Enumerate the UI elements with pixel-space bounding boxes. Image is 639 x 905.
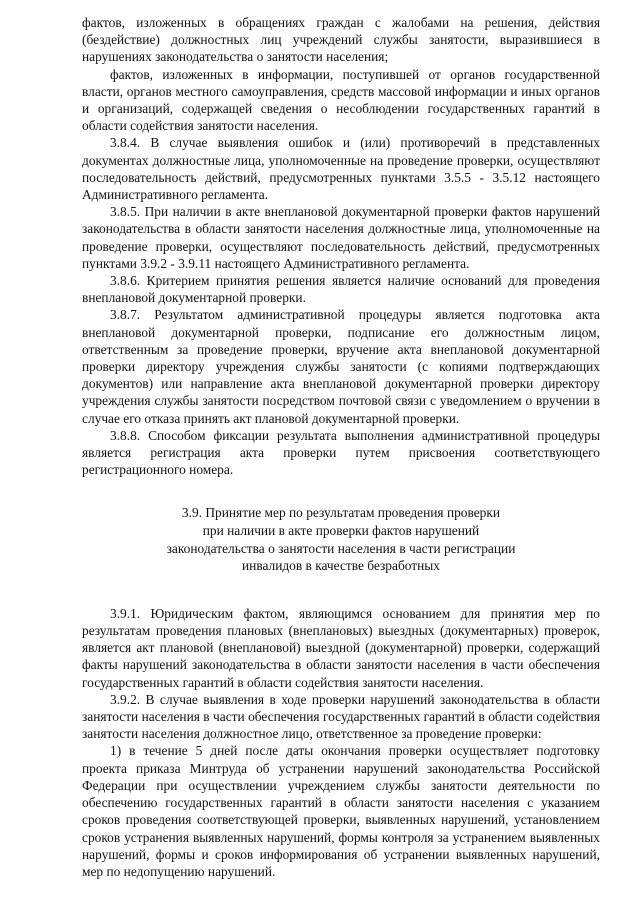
section-heading-line: при наличии в акте проверки фактов нарушений [202,523,480,539]
paragraph-3-9-2: 3.9.2. В случае выявления в ходе проверки нарушений законодательства в области занятости населения в части обеспечения государственных гарантий в области содействия занятости населения должностное лицо, ответственное за проведение проверки: [82,691,600,742]
section-heading-3-9 [82,504,600,574]
document-page [82,14,600,880]
paragraph-3-8-6: 3.8.6. Критерием принятия решения является наличие оснований для проведения внеплановой документарной проверки. [82,273,600,306]
paragraph-information: фактов, изложенных в информации, поступившей от органов государственной власти, органов местного самоуправления, средств массовой информации и иных органов и организаций, содержащей сведения о несоблюдении государственных гарантий в области содействия занятости населения. [82,66,600,134]
paragraph-3-8-7: 3.8.7. Результатом административной процедуры является подготовка акта внеплановой документарной проверки, подписание его должностным лицом, ответственным за проведение проверки, вручение акта внеплановой документарной проверки директору учреждения службы занятости (с копиями подтверждающих документов) или направление акта внеплановой документарной проверки директору учреждения службы занятости посредством почтовой связи с уведомлением о вручении в случае его отказа принять акт плановой документарной проверки. [82,307,600,426]
paragraph-3-9-1: 3.9.1. Юридическим фактом, являющимся основанием для принятия мер по результатам проведения плановых (внеплановых) выездных (документарных) проверок, является акт плановой (внеплановой) выездной (документарной) проверки, содержащий факты нарушений законодательства в области занятости населения в части обеспечения государственных гарантий в области содействия занятости населения. [82,605,600,690]
paragraph-3-8-5: 3.8.5. При наличии в акте внеплановой документарной проверки фактов нарушений законодательства в области занятости населения должностные лица, уполномоченные на проведение проверки, осуществляют последовательность действий, предусмотренных пунктами 3.9.2 - 3.9.11 настоящего Административного регламента. [82,204,600,271]
paragraph-item-1: 1) в течение 5 дней после даты окончания проверки осуществляет подготовку проекта приказа Минтруда об устранении нарушений законодательства Российской Федерации при осуществлении учреждением службы занятости деятельности по обеспечению государственных гарантий в области занятости населения с указанием сроков проведения соответствующей проверки, выявленных нарушений, установлением сроков устранения выявленных нарушений, формы контроля за устранением выявленных нарушений, формы и сроков информирования об устранении выявленных нарушений, мер по недопущению нарушений. [82,743,600,879]
section-heading-line: законодательства о занятости населения в части регистрации [166,540,516,556]
paragraph-3-8-8: 3.8.8. Способом фиксации результата выполнения административной процедуры является регистрация акта проверки путем присвоения соответствующего регистрационного номера. [82,427,600,478]
section-heading-line: 3.9. Принятие мер по результатам проведения проверки [181,505,501,521]
paragraph-3-8-4: 3.8.4. В случае выявления ошибок и (или) противоречий в представленных документах должностные лица, уполномоченные на проведение проверки, осуществляют последовательность действий, предусмотренных пунктами 3.5.5 - 3.5.12 настоящего Административного регламента. [82,135,600,203]
paragraph-complaints: фактов, изложенных в обращениях граждан с жалобами на решения, действия (бездействие) должностных лиц учреждений службы занятости, выразившиеся в нарушениях законодательства о занятости населения; [82,15,600,65]
section-heading-line: инвалидов в качестве безработных [241,558,440,574]
